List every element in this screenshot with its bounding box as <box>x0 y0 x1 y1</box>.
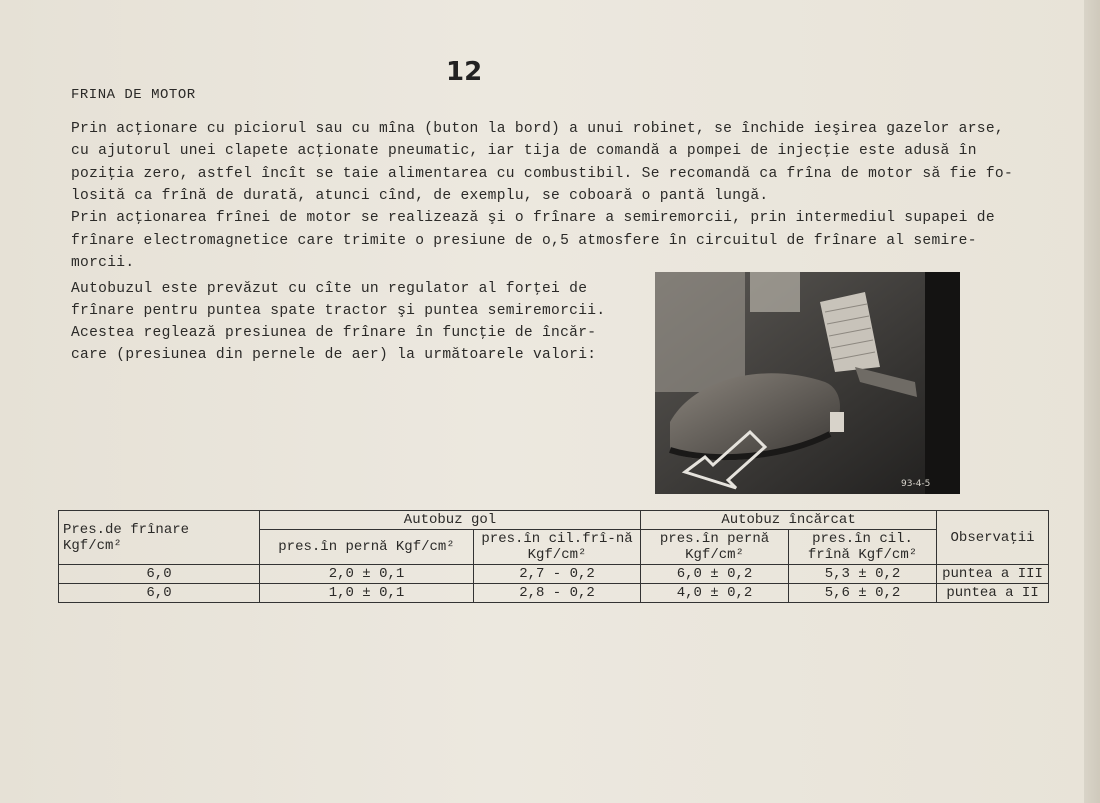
col-pres-frinare: Pres.de frînare Kgf/cm² <box>59 511 260 565</box>
cell-inc-cil: 5,6 ± 0,2 <box>789 584 937 603</box>
sub-gol-cil: pres.în cil.frî-nă Kgf/cm² <box>474 530 641 565</box>
cell-gol-perna: 1,0 ± 0,1 <box>260 584 474 603</box>
sub-inc-perna: pres.în pernă Kgf/cm² <box>641 530 789 565</box>
text-line: Prin acţionare cu piciorul sau cu mîna (buton la bord) a unui robinet, se închide ieşirea gazelor arse, <box>71 121 1004 137</box>
table-row <box>59 565 1049 584</box>
text-line: losită ca frînă de durată, atunci cînd, de exemplu, se coboară o pantă lungă. <box>71 188 769 204</box>
text-line: Autobuzul este prevăzut cu cîte un regulator al forţei de <box>71 281 588 297</box>
text-line: Acestea reglează presiunea de frînare în funcţie de încăr- <box>71 325 597 341</box>
table-row <box>59 584 1049 603</box>
cell-gol-perna: 2,0 ± 0,1 <box>260 565 474 584</box>
group-autobuz-gol: Autobuz gol <box>260 511 641 530</box>
pedal-photo <box>655 272 960 494</box>
text-line: care (presiunea din pernele de aer) la următoarele valori: <box>71 347 597 363</box>
sub-inc-cil: pres.în cil. frînă Kgf/cm² <box>789 530 937 565</box>
brake-pressure-table <box>58 510 1049 603</box>
text-line: Prin acţionarea frînei de motor se realizează şi o frînare a semiremorcii, prin intermediul supapei de <box>71 210 995 226</box>
page-number: 12 <box>446 57 483 87</box>
cell-observatii: puntea a II <box>937 584 1049 603</box>
text-line: frînare pentru puntea spate tractor şi puntea semiremorcii. <box>71 303 606 319</box>
cell-gol-cil: 2,8 - 0,2 <box>474 584 641 603</box>
cell-inc-cil: 5,3 ± 0,2 <box>789 565 937 584</box>
section-heading: FRINA DE MOTOR <box>71 87 196 103</box>
text-line: cu ajutorul unei clapete acţionate pneumatic, iar tija de comandă a pompei de injecţie este adusă în <box>71 143 977 159</box>
cell-inc-perna: 6,0 ± 0,2 <box>641 565 789 584</box>
page-edge <box>1084 0 1100 803</box>
cell-pres: 6,0 <box>59 565 260 584</box>
pedal-photo-illustration <box>655 272 960 494</box>
photo-stamp: 93-4-5 <box>901 479 931 489</box>
text-line: morcii. <box>71 255 135 271</box>
text-line: poziţia zero, astfel încît se taie alimentarea cu combustibil. Se recomandă ca frîna de motor să fie fo- <box>71 166 1013 182</box>
cell-inc-perna: 4,0 ± 0,2 <box>641 584 789 603</box>
cell-observatii: puntea a III <box>937 565 1049 584</box>
cell-pres: 6,0 <box>59 584 260 603</box>
text-line: frînare electromagnetice care trimite o presiune de o,5 atmosfere în circuitul de frînare al semire- <box>71 233 977 249</box>
sub-gol-perna: pres.în pernă Kgf/cm² <box>260 530 474 565</box>
group-autobuz-incarcat: Autobuz încărcat <box>641 511 937 530</box>
col-observatii: Observaţii <box>937 511 1049 565</box>
cell-gol-cil: 2,7 - 0,2 <box>474 565 641 584</box>
